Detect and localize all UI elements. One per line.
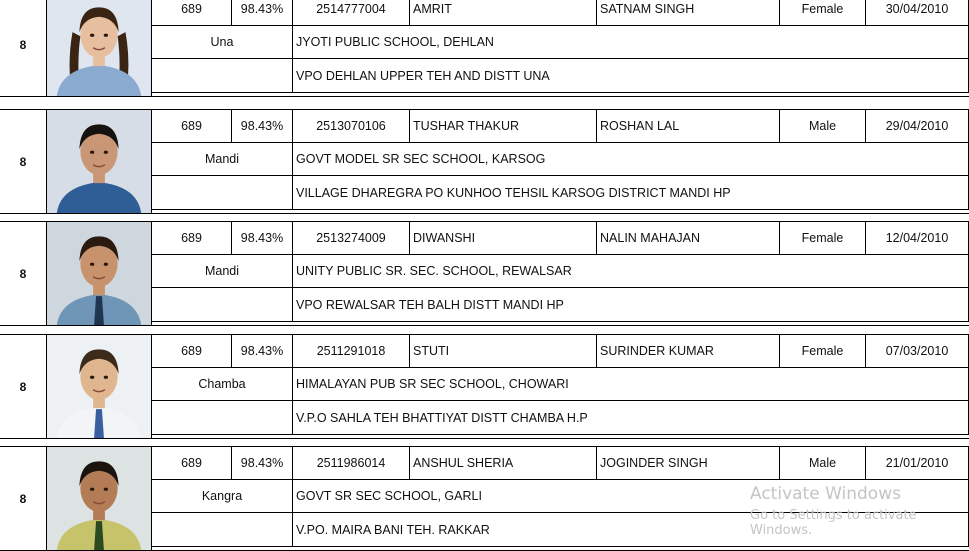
gender-cell: Female <box>780 222 866 255</box>
district-cell: Una <box>152 26 293 59</box>
district-cell: Chamba <box>152 368 293 401</box>
rank-cell: 8 <box>19 37 27 52</box>
district-cell: Mandi <box>152 255 293 288</box>
school-name-cell: UNITY PUBLIC SR. SEC. SCHOOL, REWALSAR <box>293 255 969 288</box>
address-cell: VPO REWALSAR TEH BALH DISTT MANDI HP <box>293 288 969 322</box>
address-cell: VPO DEHLAN UPPER TEH AND DISTT UNA <box>293 59 969 93</box>
district-cell: Kangra <box>152 480 293 513</box>
student-record <box>0 221 969 326</box>
blank-cell <box>152 59 293 93</box>
marks-cell: 689 <box>152 335 232 368</box>
roll-number-cell: 2514777004 <box>293 0 410 26</box>
district-cell: Mandi <box>152 143 293 176</box>
student-photo <box>46 447 152 550</box>
student-name-cell: AMRIT <box>410 0 597 26</box>
roll-number-cell: 2513274009 <box>293 222 410 255</box>
school-name-cell: JYOTI PUBLIC SCHOOL, DEHLAN <box>293 26 969 59</box>
marks-cell: 689 <box>152 447 232 480</box>
father-name-cell: NALIN MAHAJAN <box>597 222 780 255</box>
school-name-cell: GOVT SR SEC SCHOOL, GARLI <box>293 480 969 513</box>
rank-cell: 8 <box>19 266 27 281</box>
blank-cell <box>152 513 293 547</box>
gender-cell: Female <box>780 0 866 26</box>
roll-number-cell: 2513070106 <box>293 110 410 143</box>
blank-cell <box>152 288 293 322</box>
student-record <box>0 109 969 214</box>
student-name-cell: TUSHAR THAKUR <box>410 110 597 143</box>
marks-cell: 689 <box>152 0 232 26</box>
address-cell: V.P.O SAHLA TEH BHATTIYAT DISTT CHAMBA H.P <box>293 401 969 435</box>
marks-cell: 689 <box>152 222 232 255</box>
school-name-cell: HIMALAYAN PUB SR SEC SCHOOL, CHOWARI <box>293 368 969 401</box>
rank-cell: 8 <box>19 491 27 506</box>
father-name-cell: SURINDER KUMAR <box>597 335 780 368</box>
dob-cell: 29/04/2010 <box>866 110 969 143</box>
blank-cell <box>152 401 293 435</box>
dob-cell: 12/04/2010 <box>866 222 969 255</box>
percentage-cell: 98.43% <box>232 0 293 26</box>
rank-cell: 8 <box>19 379 27 394</box>
gender-cell: Male <box>780 110 866 143</box>
student-name-cell: STUTI <box>410 335 597 368</box>
watermark-subtitle: Go to Settings to activate Windows. <box>750 508 917 538</box>
rank-cell: 8 <box>19 154 27 169</box>
percentage-cell: 98.43% <box>232 222 293 255</box>
percentage-cell: 98.43% <box>232 110 293 143</box>
percentage-cell: 98.43% <box>232 447 293 480</box>
student-name-cell: DIWANSHI <box>410 222 597 255</box>
father-name-cell: JOGINDER SINGH <box>597 447 780 480</box>
father-name-cell: ROSHAN LAL <box>597 110 780 143</box>
student-photo <box>46 335 152 438</box>
roll-number-cell: 2511291018 <box>293 335 410 368</box>
dob-cell: 30/04/2010 <box>866 0 969 26</box>
percentage-cell: 98.43% <box>232 335 293 368</box>
gender-cell: Male <box>780 447 866 480</box>
student-record <box>0 0 969 97</box>
student-name-cell: ANSHUL SHERIA <box>410 447 597 480</box>
dob-cell: 21/01/2010 <box>866 447 969 480</box>
father-name-cell: SATNAM SINGH <box>597 0 780 26</box>
blank-cell <box>152 176 293 210</box>
address-cell: VILLAGE DHAREGRA PO KUNHOO TEHSIL KARSOG DISTRICT MANDI HP <box>293 176 969 210</box>
dob-cell: 07/03/2010 <box>866 335 969 368</box>
student-photo <box>46 0 152 96</box>
roll-number-cell: 2511986014 <box>293 447 410 480</box>
activate-windows-watermark <box>750 484 969 538</box>
marks-cell: 689 <box>152 110 232 143</box>
student-photo <box>46 110 152 213</box>
student-record <box>0 334 969 439</box>
gender-cell: Female <box>780 335 866 368</box>
address-cell: V.PO. MAIRA BANI TEH. RAKKAR <box>293 513 969 547</box>
watermark-title: Activate Windows <box>750 484 901 504</box>
school-name-cell: GOVT MODEL SR SEC SCHOOL, KARSOG <box>293 143 969 176</box>
student-photo <box>46 222 152 325</box>
